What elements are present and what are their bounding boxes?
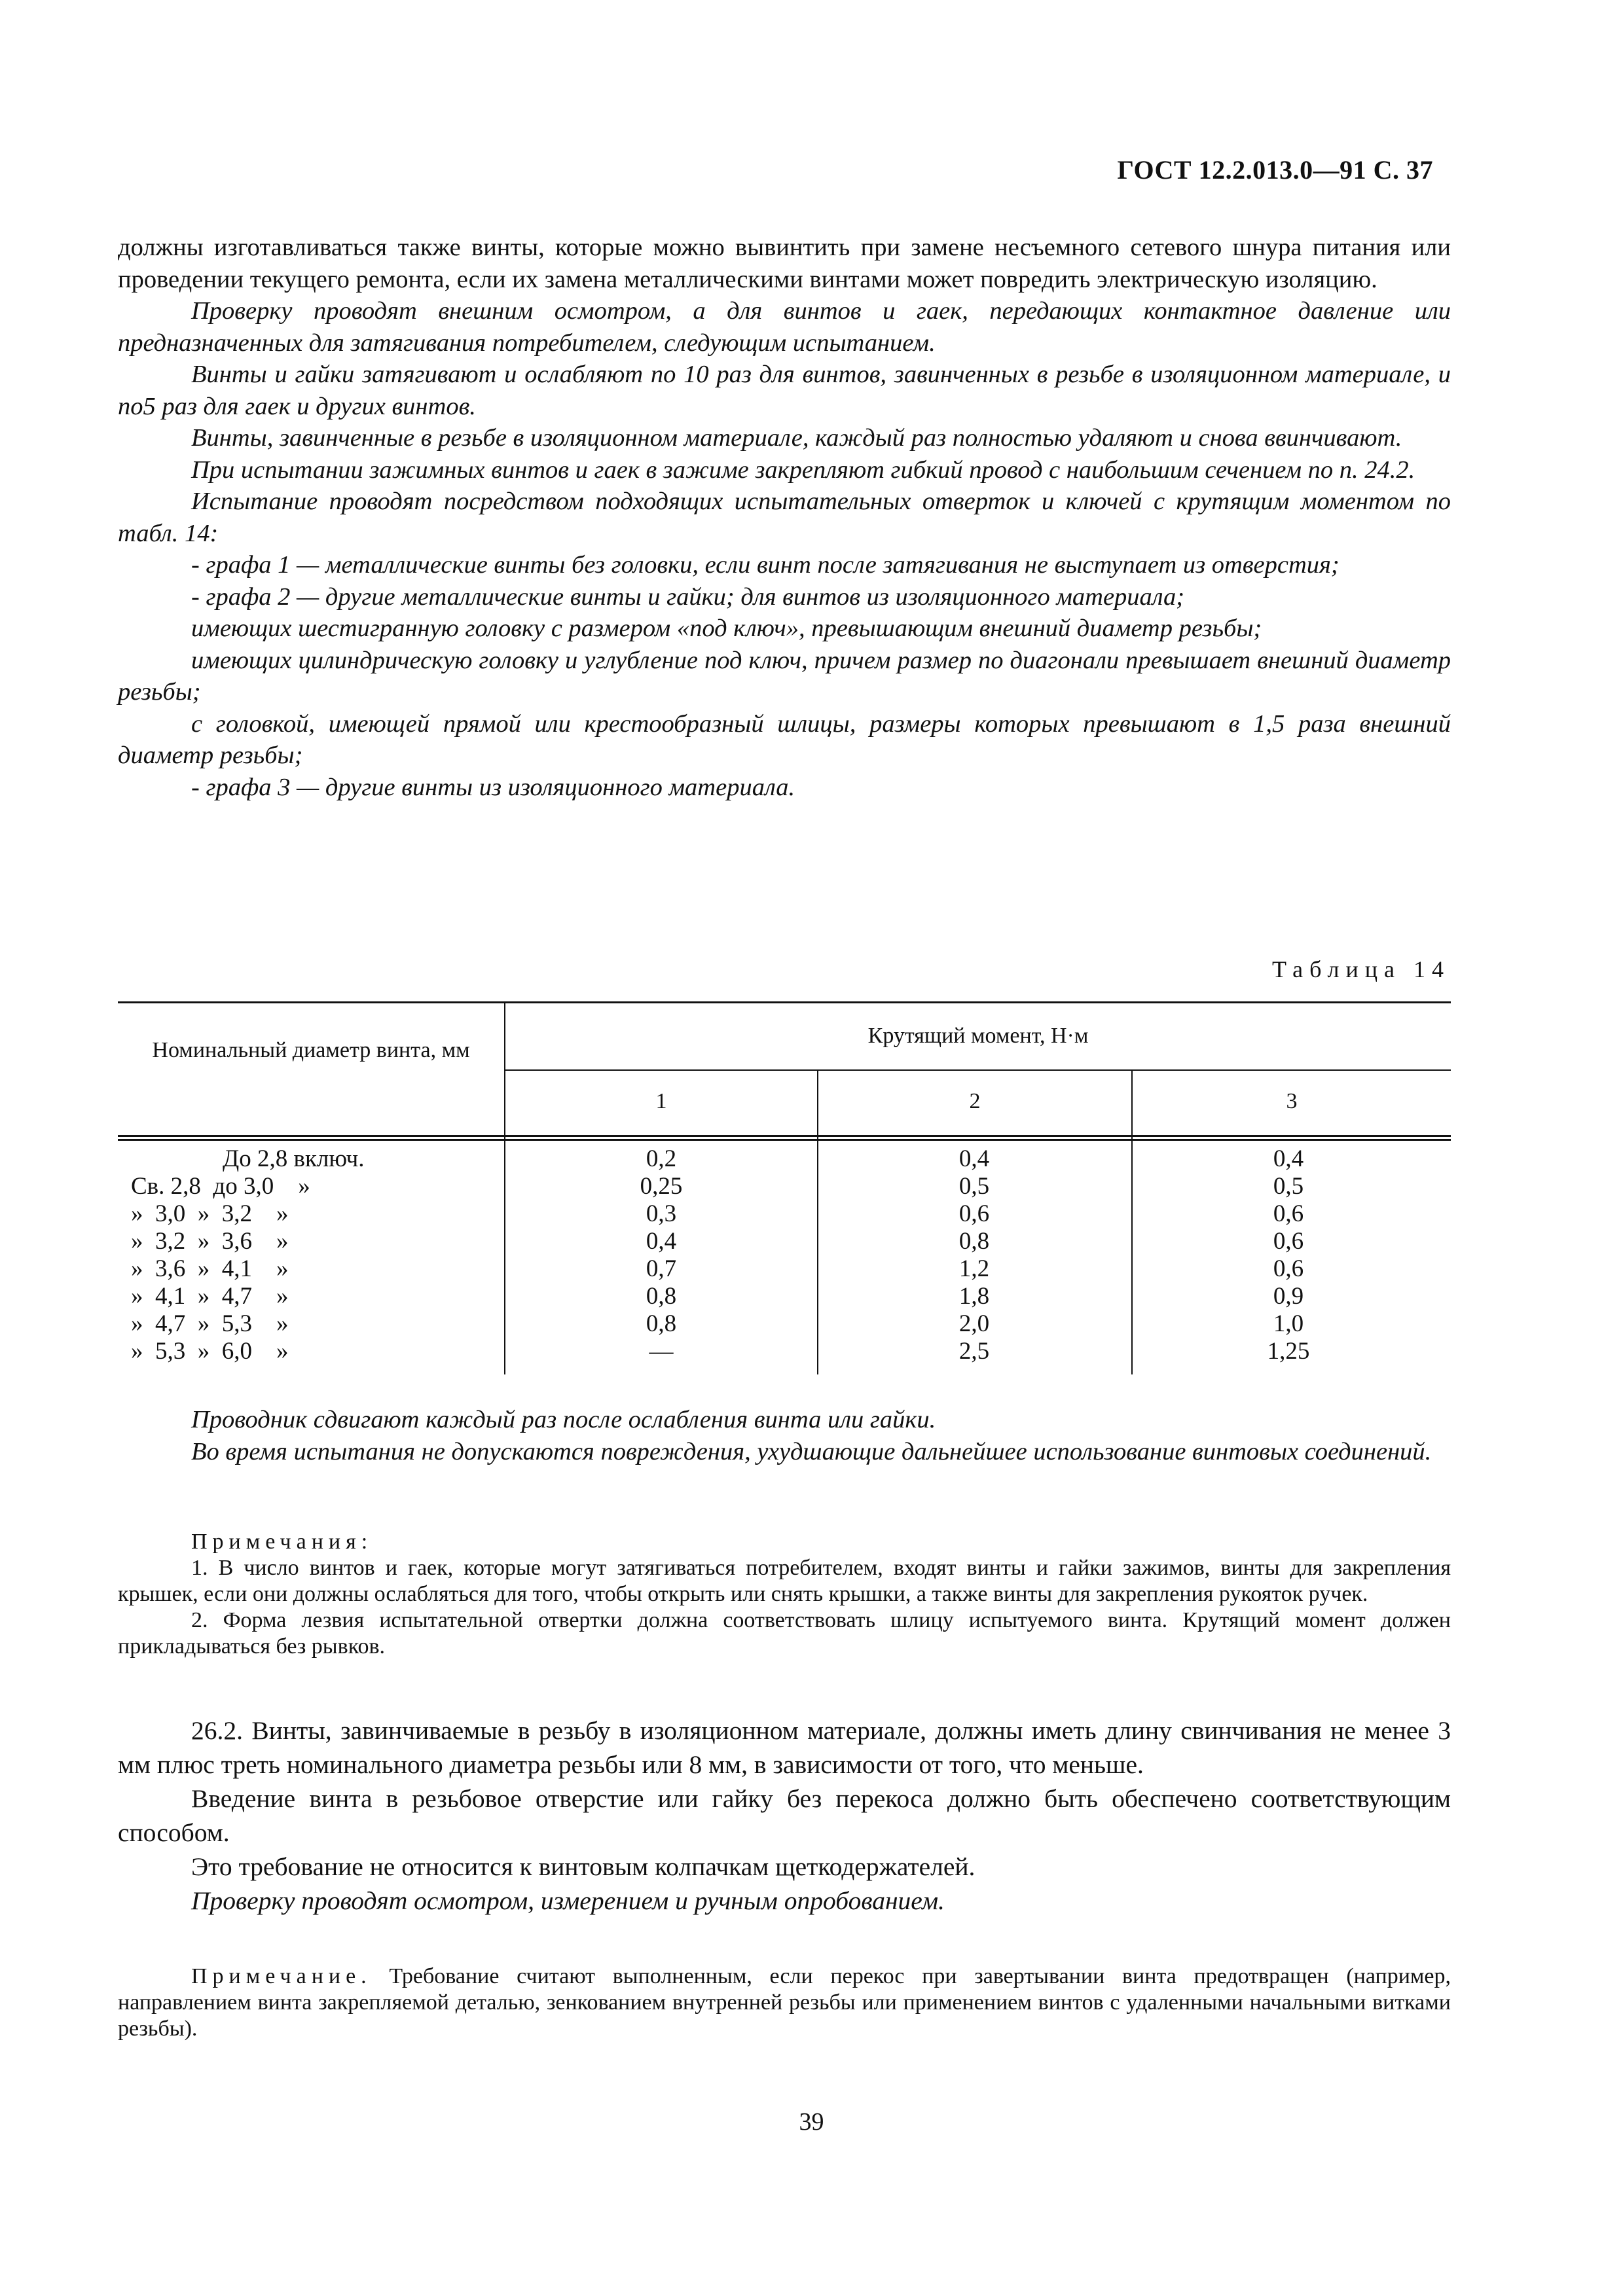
table-cell-diameter: » 5,3 » 6,0 » <box>131 1338 289 1365</box>
paragraph: Винты, завинченные в резьбе в изоляционном материале, каждый раз полностью удаляют и снова ввинчивают. <box>191 424 1402 452</box>
list-item: - графа 2 — другие металлические винты и гайки; для винтов из изоляционного материала; <box>191 583 1185 611</box>
torque-table <box>118 1001 1451 1374</box>
list-item: с головкой, имеющей прямой или крестообразный шлицы, размеры которых превышают в 1,5 раза внешний диаметр резьбы; <box>118 709 1451 769</box>
sub-header-3: 3 <box>1286 1089 1298 1113</box>
table-cell-torque-1: 0,8 <box>646 1310 677 1337</box>
table-cell-torque-1: 0,8 <box>646 1283 677 1310</box>
table-rule <box>505 1069 1451 1071</box>
table-rule <box>1131 1069 1133 1374</box>
list-item: - графа 1 — металлические винты без головки, если винт после затягивания не выступает из отверстия; <box>191 551 1340 579</box>
table-cell-torque-1: 0,2 <box>646 1145 677 1172</box>
table-cell-torque-1: 0,7 <box>646 1255 677 1282</box>
table-rule <box>118 1135 1451 1137</box>
note-section <box>118 1964 1451 2042</box>
table-rule <box>118 1001 1451 1003</box>
table-cell-diameter: До 2,8 включ. <box>223 1145 365 1172</box>
table-cell-torque-2: 0,6 <box>958 1200 990 1227</box>
table-cell-torque-3: 0,5 <box>1273 1173 1304 1200</box>
sub-header-2: 2 <box>969 1089 981 1113</box>
column-header-torque: Крутящий момент, Н·м <box>867 1024 1089 1048</box>
paragraph: Проверку проводят внешним осмотром, а для винтов и гаек, передающих контактное давление или предназначенных для затягивания потребителем, следующим испытанием. <box>118 297 1451 357</box>
column-header-diameter: Номинальный диаметр винта, мм <box>152 1038 470 1062</box>
paragraph: Введение винта в резьбовое отверстие или гайку без перекоса должно быть обеспечено соответствующим способом. <box>118 1784 1451 1847</box>
table-rule <box>118 1139 1451 1141</box>
table-cell-torque-3: 1,25 <box>1267 1338 1310 1365</box>
table-cell-torque-2: 0,8 <box>958 1228 990 1255</box>
note-item: 2. Форма лезвия испытательной отвертки должна соответствовать шлицу испытуемого винта. Крутящий момент должен прикладываться без рывков. <box>118 1608 1451 1659</box>
table-cell-torque-1: — <box>649 1338 674 1365</box>
table-cell-torque-2: 2,5 <box>958 1338 990 1365</box>
sub-header-1: 1 <box>655 1089 667 1113</box>
table-cell-diameter: Св. 2,8 до 3,0 » <box>131 1173 310 1200</box>
paragraph: Во время испытания не допускаются повреждения, ухудшающие дальнейшее использование винтовых соединений. <box>191 1437 1432 1465</box>
notes-section <box>118 1529 1451 1660</box>
paragraph: 26.2. Винты, завинчиваемые в резьбу в изоляционном материале, должны иметь длину свинчивания не менее 3 мм плюс треть номинального диаметра резьбы или 8 мм, в зависимости от того, что меньше. <box>118 1716 1451 1779</box>
paragraph: Это требование не относится к винтовым колпачкам щеткодержателей. <box>191 1852 976 1881</box>
table-cell-torque-2: 0,5 <box>958 1173 990 1200</box>
table-cell-torque-3: 0,9 <box>1273 1283 1304 1310</box>
list-item: имеющих шестигранную головку с размером «под ключ», превышающим внешний диаметр резьбы; <box>191 615 1262 642</box>
note-label: Примечание. <box>191 1964 372 1988</box>
table-cell-diameter: » 3,0 » 3,2 » <box>131 1200 289 1227</box>
section-26-2 <box>118 1713 1451 1918</box>
intro-section <box>118 232 1451 803</box>
table-cell-torque-1: 0,4 <box>646 1228 677 1255</box>
note-item: 1. В число винтов и гаек, которые могут затягиваться потребителем, входят винты и гайки зажимов, винты для закрепления крышек, если они должны ослабляться для того, чтобы открыть или снять крышки, а также винты для закрепления рукояток ручек. <box>118 1556 1451 1606</box>
table-rule <box>817 1069 818 1374</box>
table-cell-diameter: » 3,6 » 4,1 » <box>131 1255 289 1282</box>
list-item: - графа 3 — другие винты из изоляционного материала. <box>191 773 795 801</box>
table-cell-torque-1: 0,3 <box>646 1200 677 1227</box>
page-number: 39 <box>799 2108 824 2136</box>
list-item: имеющих цилиндрическую головку и углубление под ключ, причем размер по диагонали превышает внешний диаметр резьбы; <box>118 646 1451 706</box>
table-caption: Таблица 14 <box>1272 956 1450 982</box>
paragraph: должны изготавливаться также винты, которые можно вывинтить при замене несъемного сетевого шнура питания или проведении текущего ремонта, если их замена металлическими винтами может повредить электрическую изоляцию. <box>118 234 1451 293</box>
table-cell-diameter: » 4,1 » 4,7 » <box>131 1283 289 1310</box>
page-header: ГОСТ 12.2.013.0—91 С. 37 <box>1117 155 1433 185</box>
notes-title: Примечания: <box>191 1530 373 1554</box>
paragraph: Винты и гайки затягивают и ослабляют по 10 раз для винтов, завинченных в резьбе в изоляционном материале, и по5 раз для гаек и других винтов. <box>118 361 1451 420</box>
table-cell-torque-1: 0,25 <box>640 1173 683 1200</box>
paragraph: Проверку проводят осмотром, измерением и ручным опробованием. <box>191 1886 945 1915</box>
table-cell-torque-3: 0,6 <box>1273 1228 1304 1255</box>
note-text: Требование считают выполненным, если перекос при завертывании винта предотвращен (например, направлением винта закрепляемой деталью, зенкованием внутренней резьбы или применением винтов с удаленными начальными витками резьбы). <box>118 1964 1451 2041</box>
after-table-section <box>118 1404 1451 1467</box>
table-cell-torque-3: 0,4 <box>1273 1145 1304 1172</box>
table-cell-torque-2: 1,8 <box>958 1283 990 1310</box>
table-cell-torque-3: 0,6 <box>1273 1200 1304 1227</box>
table-cell-diameter: » 4,7 » 5,3 » <box>131 1310 289 1337</box>
table-cell-torque-2: 0,4 <box>958 1145 990 1172</box>
table-cell-torque-3: 1,0 <box>1273 1310 1304 1337</box>
table-cell-torque-3: 0,6 <box>1273 1255 1304 1282</box>
table-cell-diameter: » 3,2 » 3,6 » <box>131 1228 289 1255</box>
paragraph: Проводник сдвигают каждый раз после ослабления винта или гайки. <box>191 1406 936 1433</box>
paragraph: Испытание проводят посредством подходящих испытательных отверток и ключей с крутящим моментом по табл. 14: <box>118 488 1451 547</box>
table-cell-torque-2: 2,0 <box>958 1310 990 1337</box>
table-cell-torque-2: 1,2 <box>958 1255 990 1282</box>
paragraph: При испытании зажимных винтов и гаек в зажиме закрепляют гибкий провод с наибольшим сечением по п. 24.2. <box>191 456 1415 484</box>
